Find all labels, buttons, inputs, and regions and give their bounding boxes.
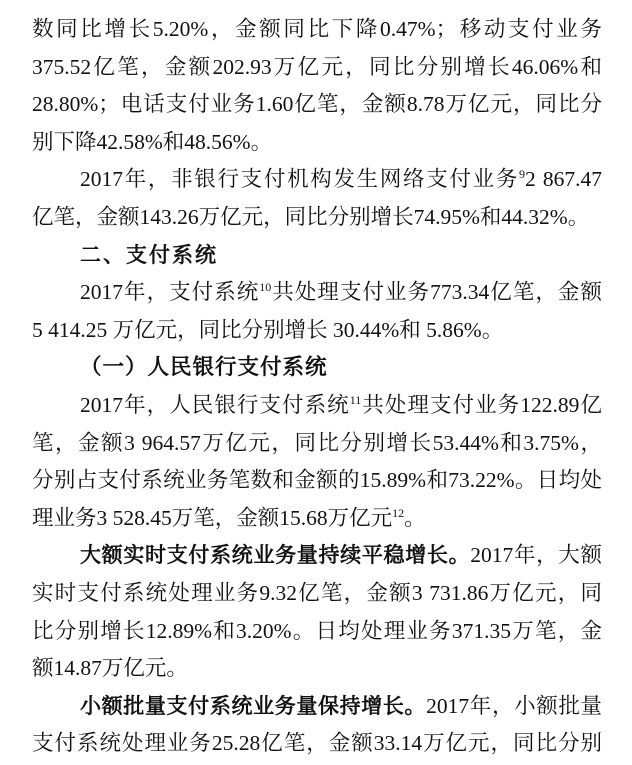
text-line xyxy=(32,161,602,199)
body-text-segment: 2017年，人民银行支付系统 xyxy=(80,392,350,417)
body-text-segment: 2 867.47 xyxy=(525,167,602,192)
body-text-segment: 2017年，大额 xyxy=(470,543,602,568)
footnote-reference-superscript: 10 xyxy=(259,280,272,294)
body-text-segment: 实时支付系统处理业务9.32亿笔，金额3 731.86万亿元，同 xyxy=(32,580,602,605)
body-text-segment: 分别占支付系统业务笔数和金额的15.89%和73.22%。日均处 xyxy=(32,468,602,493)
body-text-segment: 额14.87万亿元。 xyxy=(32,656,188,681)
text-line xyxy=(32,462,602,500)
body-text-segment: 2017年，小额批量 xyxy=(426,693,602,718)
footnote-reference-superscript: 12 xyxy=(392,505,405,520)
text-line xyxy=(32,688,602,726)
runin-bold-heading: 大额实时支付系统业务量持续平稳增长。 xyxy=(80,544,471,568)
section-heading xyxy=(32,237,602,275)
body-text-segment: 共处理支付业务773.34亿笔，金额 xyxy=(271,280,602,305)
heading-text: 二、支付系统 xyxy=(80,243,218,267)
page-text-block xyxy=(32,11,602,763)
body-text-segment: 共处理支付业务122.89亿 xyxy=(361,392,602,417)
text-line xyxy=(32,537,602,575)
body-text-segment: 比分别增长12.89%和3.20%。日均处理业务371.35万笔，金 xyxy=(32,618,602,643)
body-text-segment: 28.80%；电话支付业务1.60亿笔，金额8.78万亿元，同比分 xyxy=(32,92,602,117)
heading-text: （一）人民银行支付系统 xyxy=(80,355,328,380)
text-line xyxy=(32,124,602,162)
text-line xyxy=(32,86,602,124)
text-line xyxy=(32,387,602,425)
body-text-segment: 数同比增长5.20%，金额同比下降0.47%；移动支付业务 xyxy=(32,17,602,41)
text-line xyxy=(32,199,602,237)
body-text-segment: 理业务3 528.45万笔，金额15.68万亿元 xyxy=(32,505,393,530)
text-line xyxy=(32,425,602,463)
footnote-reference-superscript: 11 xyxy=(349,392,362,407)
text-line xyxy=(32,11,602,49)
section-heading xyxy=(32,349,602,387)
body-text-segment: 支付系统处理业务25.28亿笔，金额33.14万亿元，同比分别 xyxy=(32,731,602,756)
text-line xyxy=(32,274,602,312)
text-line xyxy=(32,650,602,688)
body-text-segment: 2017年，支付系统 xyxy=(80,280,260,305)
text-line xyxy=(32,725,602,763)
text-line xyxy=(32,500,602,538)
body-text-segment: 2017年，非银行支付机构发生网络支付业务 xyxy=(80,167,520,192)
footnote-reference-superscript: 9 xyxy=(519,167,526,182)
text-line xyxy=(32,312,602,350)
body-text-segment: 5 414.25 万亿元，同比分别增长 30.44%和 5.86%。 xyxy=(32,317,504,342)
text-line xyxy=(32,49,602,87)
body-text-segment: 别下降42.58%和48.56%。 xyxy=(32,129,273,154)
body-text-segment: 。 xyxy=(404,505,426,530)
body-text-segment: 375.52亿笔，金额202.93万亿元，同比分别增长46.06%和 xyxy=(32,54,602,79)
body-text-segment: 笔，金额3 964.57万亿元，同比分别增长53.44%和3.75%， xyxy=(32,430,602,455)
text-line xyxy=(32,575,602,613)
text-line xyxy=(32,613,602,651)
body-text-segment: 亿笔，金额143.26万亿元，同比分别增长74.95%和44.32%。 xyxy=(32,204,590,229)
runin-bold-heading: 小额批量支付系统业务量保持增长。 xyxy=(80,694,427,718)
